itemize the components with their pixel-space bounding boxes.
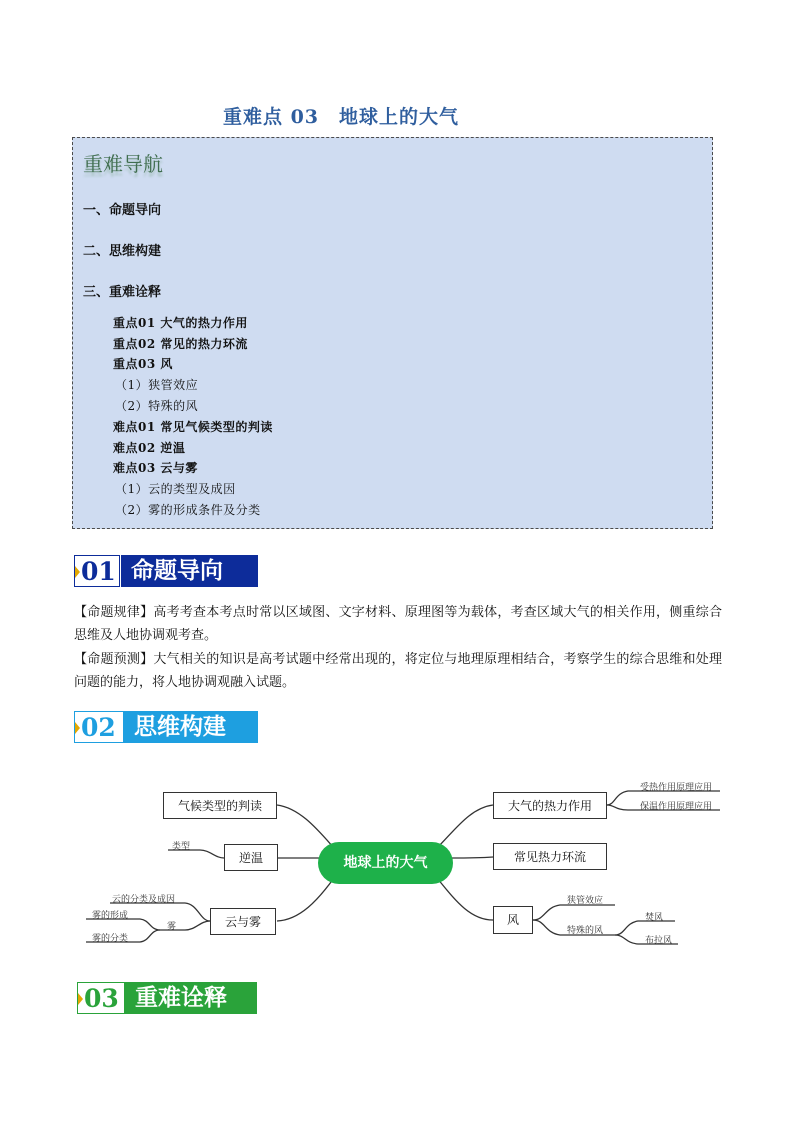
- connector: [533, 905, 615, 920]
- para-text: 大气相关的知识是高考试题中经常出现的，将定位与地理原理相结合，考察学生的综合思维和处理问题的能力，将人地协调观融入试题。: [74, 652, 722, 690]
- connector: [451, 857, 493, 858]
- section-banner-03: [77, 982, 257, 1014]
- mindmap-node-inversion[interactable]: 逆温: [224, 844, 278, 871]
- para-text: 高考考查本考点时常以区域图、文字材料、原理图等为载体，考查区域大气的相关作用，侧重综合思维及人地协调观考查。: [74, 605, 722, 643]
- connector: [277, 878, 334, 921]
- nav-heading: 重难导航: [83, 152, 163, 176]
- connector: [437, 878, 493, 920]
- mindmap-node-heat[interactable]: 大气的热力作用: [493, 792, 607, 819]
- mindmap-leaf: 雾的形成: [92, 911, 129, 921]
- mindmap-leaf: 受热作用原理应用: [640, 783, 713, 793]
- nav-item[interactable]: 难点03 云与雾: [113, 461, 198, 475]
- mindmap-leaf: 雾: [167, 922, 177, 932]
- mindmap-node-climate[interactable]: 气候类型的判读: [163, 792, 277, 819]
- mindmap-node-circulation[interactable]: 常见热力环流: [493, 843, 607, 870]
- section-number: 02: [74, 711, 124, 743]
- mindmap-leaf: 类型: [172, 842, 191, 852]
- mindmap-leaf: 布拉风: [645, 936, 673, 946]
- section-number: 01: [74, 555, 120, 587]
- connector: [277, 805, 334, 848]
- mindmap-leaf: 云的分类及成因: [112, 895, 176, 905]
- nav-subitem[interactable]: （1）狭管效应: [115, 378, 199, 392]
- nav-section-3[interactable]: 三、重难诠释: [83, 285, 162, 300]
- nav-subitem[interactable]: （2）特殊的风: [115, 399, 199, 413]
- nav-item[interactable]: 重点01 大气的热力作用: [113, 316, 248, 330]
- mindmap-leaf: 焚风: [645, 913, 664, 923]
- section-title: 命题导向: [121, 555, 258, 587]
- page-title: 重难点 03 地球上的大气: [222, 106, 460, 128]
- section-title: 重难诠释: [125, 982, 257, 1014]
- nav-subitem[interactable]: （1）云的类型及成因: [115, 482, 236, 496]
- section-number: 03: [77, 982, 125, 1014]
- connector: [437, 805, 493, 848]
- mindmap-node-wind[interactable]: 风: [493, 906, 533, 934]
- mindmap-center[interactable]: 地球上的大气: [318, 842, 453, 884]
- nav-section-1[interactable]: 一、命题导向: [83, 203, 162, 218]
- para-label: 【命题规律】: [74, 605, 154, 620]
- mindmap-leaf: 保温作用原理应用: [640, 802, 713, 812]
- nav-section-2[interactable]: 二、思维构建: [83, 244, 162, 259]
- nav-subitem[interactable]: （2）雾的形成条件及分类: [115, 503, 261, 517]
- nav-item[interactable]: 重点02 常见的热力环流: [113, 337, 248, 351]
- nav-item[interactable]: 难点02 逆温: [113, 441, 186, 455]
- mindmap-leaf: 狭管效应: [567, 896, 604, 906]
- mindmap-leaf: 雾的分类: [92, 934, 129, 944]
- mindmap-node-cloudfog[interactable]: 云与雾: [210, 908, 276, 935]
- section-title: 思维构建: [124, 711, 258, 743]
- nav-item[interactable]: 重点03 风: [113, 357, 173, 371]
- mindmap-leaf: 特殊的风: [567, 926, 604, 936]
- nav-item[interactable]: 难点01 常见气候类型的判读: [113, 420, 273, 434]
- para-label: 【命题预测】: [74, 652, 154, 667]
